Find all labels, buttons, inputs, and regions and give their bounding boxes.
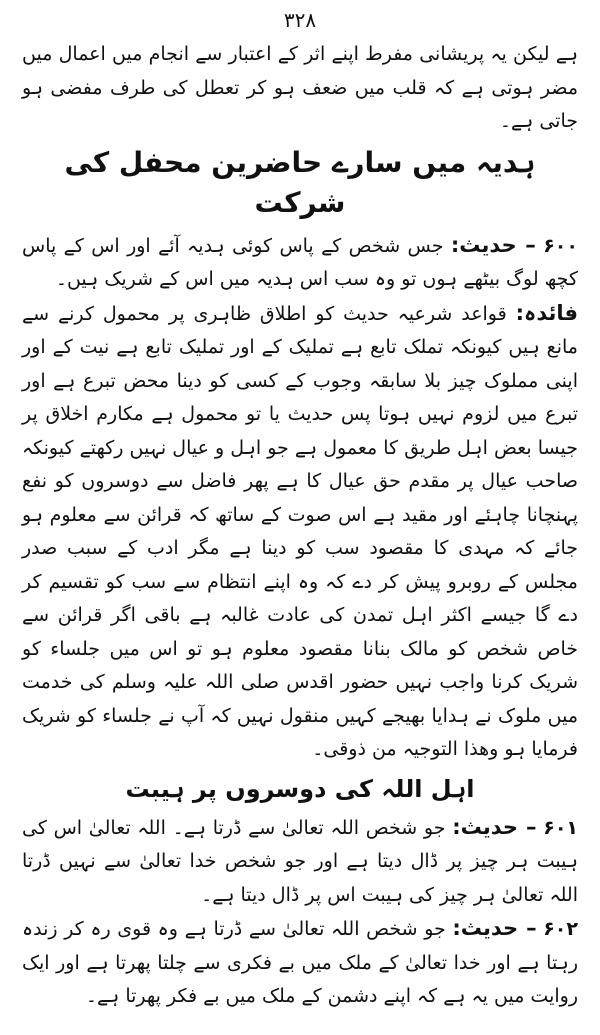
hadith-text: جس شخص کے پاس کوئی ہدیہ آئے اور اس کے پاس کچھ لوگ بیٹھے ہوں تو وہ سب اس ہدیہ میں اس کے شریک ہیں۔ (22, 234, 578, 290)
faida-label: فائدہ: (515, 300, 578, 325)
hadith-label: – حدیث: (450, 232, 536, 257)
hadith-number: ۶۰۱ (543, 816, 579, 839)
faida-text: قواعد شرعیہ حدیث کو اطلاق ظاہری پر محمول کرنے سے مانع ہیں کیونکہ تملک تابع ہے تملیک کے اور تملیک تابع ہے نیت کے اور اپنی مملوک چیز بلا سابقہ وجوب کے کسی کو دینا محض تبرع ہے اور تبرع میں لزوم نہیں ہوتا پس حدیث یا تو محمول ہے مکارم اخلاق پر جیسا بعض اہل طریق کا معمول ہے جو اہل و عیال نہیں رکھتے کیونکہ صاحب عیال پر مقدم حق عیال کا ہے پھر فاضل سے دوسروں کو نفع پہنچانا چاہئے اور مقید ہے اس صوت کے ساتھ کہ قرائن سے معلوم ہو جائے کہ مہدی کا مقصود سب کو دینا ہے مگر ادب کے سبب صدر مجلس کے روبرو پیش کر دے کہ وہ اپنے انتظام سے سب کو تقسیم کر دے گا جیسے اکثر اہل تمدن کی عادت غالبہ ہے باقی اگر قرائن سے خاص شخص کو مالک بنانا مقصود معلوم ہو تو اس میں جلساء کو شریک کرنا واجب نہیں حضور اقدس صلی اللہ علیہ وسلم کی خدمت میں ملوک نے ہدایا بھیجے کہیں منقول نہیں کہ آپ نے جلساء کو شریک فرمایا ہو وھذا التوجیہ من ذوقی۔ (22, 302, 578, 760)
hadith-number: ۶۰۲ (543, 918, 578, 940)
hadith-600-paragraph (22, 229, 578, 297)
page-number: ۳۲۸ (283, 8, 317, 32)
hadith-601-paragraph (22, 811, 578, 913)
hadith-text: جو شخص اللہ تعالیٰ سے ڈرتا ہے وہ قوی رہ کر زندہ رہتا ہے اور خدا تعالیٰ کے ملک میں بے فکری سے چلتا پھرتا ہے اور ایک روایت میں یہ ہے کہ اپنے دشمن کے ملک میں بے فکر پھرتا ہے۔ (22, 918, 578, 1007)
hadith-text: جو شخص اللہ تعالیٰ سے ڈرتا ہے۔ اللہ تعالیٰ اس کی ہیبت ہر چیز پر ڈال دیتا ہے اور جو شخص خدا تعالیٰ سے نہیں ڈرتا اللہ تعالیٰ ہر چیز کی ہیبت اس پر ڈال دیتا ہے۔ (22, 816, 578, 906)
hadith-602-paragraph (22, 912, 578, 1014)
hadith-label: – حدیث: (452, 814, 537, 839)
section-heading-awe: اہل اللہ کی دوسروں پر ہیبت (125, 774, 475, 803)
intro-paragraph: ہے لیکن یہ پریشانی مفرط اپنے اثر کے اعتبار سے انجام میں اعمال میں مضر ہوتی ہے کہ قلب میں ضعف ہو کر تعطل کی طرف مفضی ہو جاتی ہے۔ (22, 43, 578, 132)
hadith-label: – حدیث: (452, 916, 537, 940)
section-heading-gift-sharing: ہدیہ میں سارے حاضرین محفل کی شرکت (64, 145, 536, 219)
faida-paragraph (22, 297, 578, 767)
hadith-number: ۶۰۰ (543, 234, 578, 257)
